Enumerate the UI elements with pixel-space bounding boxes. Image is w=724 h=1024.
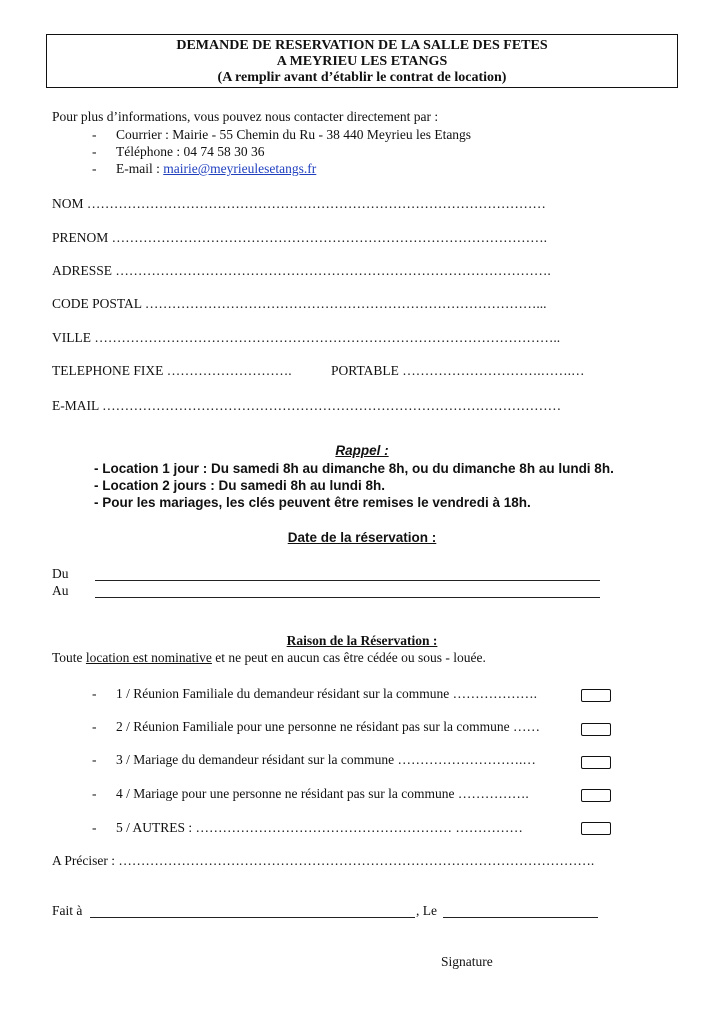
bullet: - — [92, 144, 97, 159]
raison-option-2-checkbox[interactable] — [581, 723, 611, 736]
date-heading: Date de la réservation : — [287, 530, 437, 545]
fait-a-line[interactable] — [90, 917, 415, 918]
contact-telephone: Téléphone : 04 74 58 30 36 — [116, 144, 265, 159]
field-adresse[interactable]: ADRESSE ……………………………………………………………………………………. — [52, 263, 551, 278]
contact-email-label: E-mail : — [116, 161, 164, 176]
field-nom[interactable]: NOM ………………………………………………………………………………………… — [52, 196, 546, 211]
bullet: - — [92, 161, 97, 176]
field-telephone-fixe[interactable]: TELEPHONE FIXE ………………………. — [52, 363, 292, 378]
rappel-line-2: - Location 2 jours : Du samedi 8h au lundi 8h. — [94, 478, 386, 493]
raison-option-5: 5 / AUTRES : ………………………………………………… …………… — [116, 820, 523, 835]
raison-option-3-checkbox[interactable] — [581, 756, 611, 769]
raison-option-2: 2 / Réunion Familiale pour une personne ne résidant pas sur la commune …… — [116, 719, 541, 734]
date-du-line[interactable] — [95, 580, 600, 581]
raison-intro: Toute location est nominative et ne peut en aucun cas être cédée ou sous - louée. — [52, 650, 486, 665]
contact-courrier: Courrier : Mairie - 55 Chemin du Ru - 38 440 Meyrieu les Etangs — [116, 127, 472, 142]
raison-option-1-checkbox[interactable] — [581, 689, 611, 702]
signature-label: Signature — [441, 954, 493, 969]
document-instruction: (A remplir avant d’établir le contrat de location) — [217, 70, 507, 85]
raison-option-1: 1 / Réunion Familiale du demandeur résidant sur la commune ………………. — [116, 686, 538, 701]
field-ville[interactable]: VILLE ………………………………………………………………………………………….. — [52, 330, 561, 345]
rappel-line-3: - Pour les mariages, les clés peuvent être remises le vendredi à 18h. — [94, 495, 531, 510]
date-du-label: Du — [52, 566, 69, 581]
contact-email-row — [116, 161, 316, 177]
raison-heading: Raison de la Réservation : — [286, 633, 438, 648]
contact-email-link[interactable]: mairie@meyrieulesetangs.fr — [163, 161, 317, 176]
raison-intro-underlined: location est nominative — [85, 650, 212, 665]
title-box — [46, 34, 678, 88]
rappel-heading: Rappel : — [335, 443, 389, 458]
date-au-line[interactable] — [95, 597, 600, 598]
raison-option-4: 4 / Mariage pour une personne ne résidant pas sur la commune ……………. — [116, 786, 529, 801]
contact-intro: Pour plus d’informations, vous pouvez nous contacter directement par : — [52, 109, 439, 124]
le-label: , Le — [416, 903, 437, 918]
fait-a-label: Fait à — [52, 903, 83, 918]
field-portable[interactable]: PORTABLE ………………………….…….… — [331, 363, 585, 378]
raison-option-4-checkbox[interactable] — [581, 789, 611, 802]
document-title: DEMANDE DE RESERVATION DE LA SALLE DES FETES — [176, 38, 548, 53]
le-date-line[interactable] — [443, 917, 598, 918]
bullet: - — [92, 686, 97, 701]
document-subtitle: A MEYRIEU LES ETANGS — [276, 54, 448, 69]
bullet: - — [92, 127, 97, 142]
field-a-preciser[interactable]: A Préciser : ……………………………………………………………………………………………. — [52, 853, 595, 868]
bullet: - — [92, 820, 97, 835]
date-au-label: Au — [52, 583, 69, 598]
bullet: - — [92, 719, 97, 734]
field-email[interactable]: E-MAIL ………………………………………………………………………………………… — [52, 398, 562, 413]
raison-option-3: 3 / Mariage du demandeur résidant sur la commune ……………………….… — [116, 752, 536, 767]
bullet: - — [92, 786, 97, 801]
field-prenom[interactable]: PRENOM ……………………………………………………………………………………. — [52, 230, 548, 245]
field-code-postal[interactable]: CODE POSTAL ……………………………………………………………………………... — [52, 296, 547, 311]
rappel-line-1: - Location 1 jour : Du samedi 8h au dimanche 8h, ou du dimanche 8h au lundi 8h. — [94, 461, 614, 476]
raison-option-5-checkbox[interactable] — [581, 822, 611, 835]
bullet: - — [92, 752, 97, 767]
